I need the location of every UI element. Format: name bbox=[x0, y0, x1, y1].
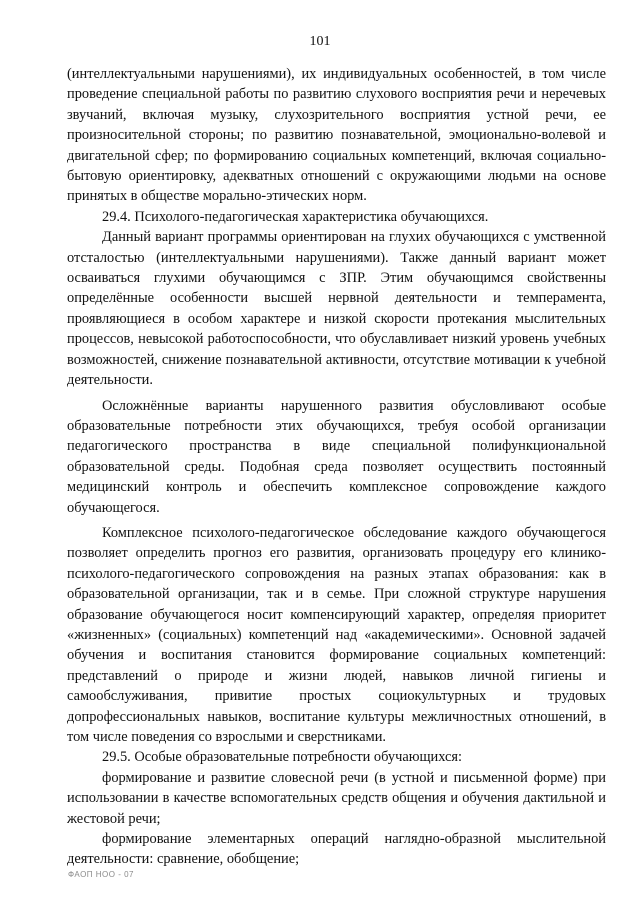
paragraph-continuation: (интеллектуальными нарушениями), их индивидуальных особенностей, в том числе проведение специальной работы по развитию слухового восприятия речи и неречевых звучаний, включая музыку, слухозрительного восприятия устной речи, ее произносительной стороны; по развитию познавательной, эмоционально-волевой и двигательной сфер; по формированию социальных компетенций, включая социально-бытовую ориентировку, адекватных отношений с окружающими людьми на основе принятых в обществе морально-этических норм. bbox=[67, 66, 606, 205]
section-heading-29-5: 29.5. Особые образовательные потребности обучающихся: bbox=[102, 749, 463, 766]
paragraph-comprehensive-assessment: Комплексное психолого-педагогическое обследование каждого обучающегося позволяет определить прогноз его развития, организовать процедуру его клинико-психолого-педагогического сопровождения на разных этапах образования: как в образовательной организации, так и в семье. При сложной структуре нарушения образование обучающегося носит компенсирующий характер, определяя приоритет «жизненных» (социальных) компетенций над «академическими». Основной задачей обучения и воспитания становится формирование социальных компетенций: представлений о природе и жизни людей, навыков личной гигиены и самообслуживания, привитие простых социокультурных и трудовых допрофессиональных навыков, воспитание культуры межличностных отношений, в том числе поведения со взрослыми и сверстниками. bbox=[67, 524, 606, 745]
page-body bbox=[67, 64, 606, 870]
paragraph-special-needs: Осложнённые варианты нарушенного развития обусловливают особые образовательные потребности этих обучающихся, требуя особой организации педагогического пространства в виде специальной полифункциональной образовательной среды. Подобная среда позволяет осуществить постоянный медицинский контроль и обеспечить комплексное сопровождение каждого обучающегося. bbox=[67, 397, 606, 516]
page-number: 101 bbox=[309, 34, 331, 49]
section-heading-29-4: 29.4. Психолого-педагогическая характеристика обучающихся. bbox=[102, 208, 489, 225]
list-item-speech-development: формирование и развитие словесной речи (в устной и письменной форме) при использовании в качестве вспомогательных средств общения и обучения дактильной и жестовой речи; bbox=[67, 769, 606, 827]
paragraph-program-variant: Данный вариант программы ориентирован на глухих обучающихся с умственной отсталостью (интеллектуальными нарушениями). Также данный вариант может осваиваться глухими обучающимся с ЗПР. Этим обучающимся свойственны определённые особенности высшей нервной деятельности и темперамента, проявляющиеся в особом характере и низкой скорости протекания мыслительных процессов, невысокой работоспособности, что обуславливает низкий уровень учебных возможностей, снижение познавательной активности, отсутствие мотивации к учебной деятельности. bbox=[67, 229, 606, 389]
footer-mark: ФАОП НОО - 07 bbox=[68, 870, 134, 879]
list-item-thinking-operations: формирование элементарных операций наглядно-образной мыслительной деятельности: сравнение, обобщение; bbox=[67, 831, 606, 868]
